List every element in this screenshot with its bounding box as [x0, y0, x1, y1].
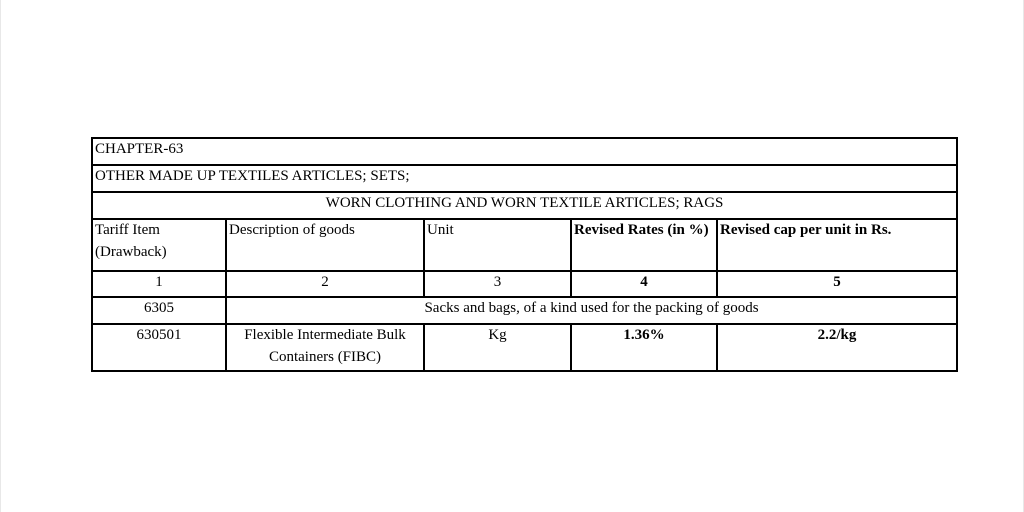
- chapter-title: CHAPTER-63: [92, 138, 957, 165]
- header-description: Description of goods: [226, 219, 424, 271]
- column-number: 3: [424, 271, 571, 297]
- tariff-item-cell: 630501: [92, 324, 226, 371]
- cap-cell: 2.2/kg: [717, 324, 957, 371]
- column-number: 2: [226, 271, 424, 297]
- tariff-item-cell: 6305: [92, 297, 226, 324]
- header-revised-cap: Revised cap per unit in Rs.: [717, 219, 957, 271]
- column-number: 1: [92, 271, 226, 297]
- chapter-subheading: WORN CLOTHING AND WORN TEXTILE ARTICLES; RAGS: [92, 192, 957, 219]
- heading-row: [92, 165, 957, 192]
- column-number: 4: [571, 271, 717, 297]
- header-tariff-item: Tariff Item (Drawback): [92, 219, 226, 271]
- column-header-row: [92, 219, 957, 271]
- subheading-row: [92, 192, 957, 219]
- header-unit: Unit: [424, 219, 571, 271]
- unit-cell: Kg: [424, 324, 571, 371]
- chapter-heading: OTHER MADE UP TEXTILES ARTICLES; SETS;: [92, 165, 957, 192]
- description-cell: Flexible Intermediate Bulk Containers (FIBC): [226, 324, 424, 371]
- table-row: [92, 297, 957, 324]
- column-number: 5: [717, 271, 957, 297]
- header-revised-rates: Revised Rates (in %): [571, 219, 717, 271]
- drawback-table: [91, 137, 958, 372]
- rate-cell: 1.36%: [571, 324, 717, 371]
- description-cell: Sacks and bags, of a kind used for the packing of goods: [226, 297, 957, 324]
- column-number-row: [92, 271, 957, 297]
- chapter-row: [92, 138, 957, 165]
- table-row: [92, 324, 957, 371]
